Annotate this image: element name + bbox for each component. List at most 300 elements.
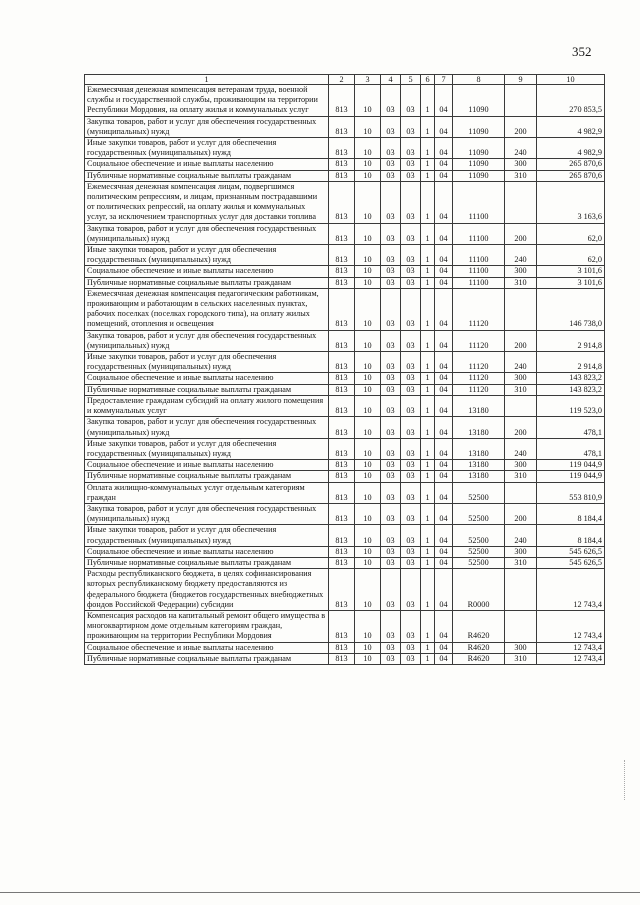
amount-cell: 545 626,5 [537, 557, 605, 568]
amount-cell: 62,0 [537, 223, 605, 244]
code-cell-c7: 04 [435, 482, 453, 503]
code-cell-c9 [505, 482, 537, 503]
code-cell-c8: 11100 [453, 266, 505, 277]
code-cell-c5: 03 [401, 277, 421, 288]
item-name-cell: Иные закупки товаров, работ и услуг для обеспечения государственных (муниципальных) нужд [85, 245, 329, 266]
table-row [85, 330, 605, 351]
code-cell-c3: 10 [355, 170, 381, 181]
code-cell-c6: 1 [421, 181, 435, 223]
code-cell-c6: 1 [421, 395, 435, 416]
code-cell-c4: 03 [381, 159, 401, 170]
code-cell-c4: 03 [381, 85, 401, 117]
code-cell-c6: 1 [421, 277, 435, 288]
code-cell-c4: 03 [381, 373, 401, 384]
code-cell-c6: 1 [421, 85, 435, 117]
amount-cell: 265 870,6 [537, 170, 605, 181]
amount-cell: 8 184,4 [537, 503, 605, 524]
amount-cell: 3 101,6 [537, 277, 605, 288]
code-cell-c2: 813 [329, 417, 355, 438]
code-cell-c9: 200 [505, 223, 537, 244]
code-cell-c2: 813 [329, 181, 355, 223]
code-cell-c9: 300 [505, 546, 537, 557]
code-cell-c6: 1 [421, 503, 435, 524]
code-cell-c4: 03 [381, 546, 401, 557]
code-cell-c7: 04 [435, 288, 453, 330]
code-cell-c9: 240 [505, 245, 537, 266]
code-cell-c2: 813 [329, 85, 355, 117]
item-name-cell: Ежемесячная денежная компенсация лицам, подвергшимся политическим репрессиям, и лицам, признанным пострадавшими от политических репрессий, на оплату жилья и коммунальных услуг, за исключением транспортных услуг для доставки топлива [85, 181, 329, 223]
code-cell-c6: 1 [421, 384, 435, 395]
item-name-cell: Компенсация расходов на капитальный ремонт общего имущества в многоквартирном доме отдельным категориям граждан, проживающим на территории Республики Мордовия [85, 610, 329, 642]
code-cell-c4: 03 [381, 653, 401, 664]
code-cell-c9: 240 [505, 352, 537, 373]
code-cell-c9 [505, 288, 537, 330]
code-cell-c3: 10 [355, 85, 381, 117]
code-cell-c6: 1 [421, 525, 435, 546]
code-cell-c3: 10 [355, 330, 381, 351]
code-cell-c3: 10 [355, 610, 381, 642]
code-cell-c4: 03 [381, 417, 401, 438]
code-cell-c8: 13180 [453, 438, 505, 459]
code-cell-c2: 813 [329, 384, 355, 395]
code-cell-c9: 300 [505, 159, 537, 170]
table-row [85, 610, 605, 642]
code-cell-c7: 04 [435, 546, 453, 557]
code-cell-c5: 03 [401, 438, 421, 459]
code-cell-c3: 10 [355, 223, 381, 244]
amount-cell: 119 523,0 [537, 395, 605, 416]
code-cell-c9: 240 [505, 525, 537, 546]
header-row [85, 75, 605, 85]
code-cell-c9: 200 [505, 330, 537, 351]
amount-cell: 143 823,2 [537, 373, 605, 384]
page-number: 352 [572, 44, 592, 59]
amount-cell: 545 626,5 [537, 546, 605, 557]
table-row [85, 557, 605, 568]
table-row [85, 170, 605, 181]
table-row [85, 460, 605, 471]
code-cell-c5: 03 [401, 525, 421, 546]
code-cell-c6: 1 [421, 170, 435, 181]
code-cell-c2: 813 [329, 245, 355, 266]
table-row [85, 288, 605, 330]
item-name-cell: Закупка товаров, работ и услуг для обеспечения государственных (муниципальных) нужд [85, 223, 329, 244]
amount-cell: 3 163,6 [537, 181, 605, 223]
table-row [85, 85, 605, 117]
header-cell: 4 [381, 75, 401, 85]
code-cell-c8: 52500 [453, 503, 505, 524]
code-cell-c2: 813 [329, 330, 355, 351]
item-name-cell: Закупка товаров, работ и услуг для обеспечения государственных (муниципальных) нужд [85, 417, 329, 438]
table-row [85, 395, 605, 416]
item-name-cell: Закупка товаров, работ и услуг для обеспечения государственных (муниципальных) нужд [85, 116, 329, 137]
code-cell-c7: 04 [435, 138, 453, 159]
code-cell-c8: 13180 [453, 417, 505, 438]
code-cell-c9: 310 [505, 277, 537, 288]
code-cell-c3: 10 [355, 159, 381, 170]
code-cell-c2: 813 [329, 277, 355, 288]
code-cell-c9 [505, 569, 537, 611]
code-cell-c2: 813 [329, 546, 355, 557]
code-cell-c4: 03 [381, 395, 401, 416]
code-cell-c5: 03 [401, 116, 421, 137]
table-row [85, 569, 605, 611]
item-name-cell: Ежемесячная денежная компенсация ветеранам труда, военной службы и государственной службы, проживающим на территории Республики Мордовия, на оплату жилья и коммунальных услуг [85, 85, 329, 117]
amount-cell: 2 914,8 [537, 330, 605, 351]
code-cell-c8: 52500 [453, 557, 505, 568]
amount-cell: 12 743,4 [537, 653, 605, 664]
code-cell-c4: 03 [381, 557, 401, 568]
code-cell-c5: 03 [401, 417, 421, 438]
code-cell-c5: 03 [401, 352, 421, 373]
code-cell-c7: 04 [435, 471, 453, 482]
code-cell-c7: 04 [435, 460, 453, 471]
code-cell-c3: 10 [355, 569, 381, 611]
code-cell-c5: 03 [401, 138, 421, 159]
code-cell-c4: 03 [381, 503, 401, 524]
code-cell-c6: 1 [421, 417, 435, 438]
code-cell-c8: 13180 [453, 471, 505, 482]
code-cell-c2: 813 [329, 482, 355, 503]
code-cell-c7: 04 [435, 438, 453, 459]
code-cell-c6: 1 [421, 373, 435, 384]
table-row [85, 482, 605, 503]
code-cell-c8: R0000 [453, 569, 505, 611]
code-cell-c8: 13180 [453, 395, 505, 416]
code-cell-c6: 1 [421, 557, 435, 568]
code-cell-c8: R4620 [453, 610, 505, 642]
code-cell-c8: 11100 [453, 223, 505, 244]
code-cell-c6: 1 [421, 352, 435, 373]
code-cell-c2: 813 [329, 288, 355, 330]
code-cell-c8: 13180 [453, 460, 505, 471]
code-cell-c2: 813 [329, 569, 355, 611]
code-cell-c5: 03 [401, 482, 421, 503]
table-row [85, 373, 605, 384]
code-cell-c4: 03 [381, 482, 401, 503]
code-cell-c9: 310 [505, 170, 537, 181]
code-cell-c8: 11090 [453, 159, 505, 170]
amount-cell: 119 044,9 [537, 471, 605, 482]
header-cell: 1 [85, 75, 329, 85]
amount-cell: 12 743,4 [537, 642, 605, 653]
code-cell-c8: 11100 [453, 245, 505, 266]
code-cell-c9: 200 [505, 417, 537, 438]
header-cell: 5 [401, 75, 421, 85]
amount-cell: 119 044,9 [537, 460, 605, 471]
table-row [85, 471, 605, 482]
amount-cell: 265 870,6 [537, 159, 605, 170]
header-cell: 2 [329, 75, 355, 85]
code-cell-c5: 03 [401, 546, 421, 557]
code-cell-c4: 03 [381, 460, 401, 471]
code-cell-c4: 03 [381, 330, 401, 351]
code-cell-c8: 11120 [453, 330, 505, 351]
code-cell-c2: 813 [329, 471, 355, 482]
amount-cell: 478,1 [537, 438, 605, 459]
amount-cell: 553 810,9 [537, 482, 605, 503]
code-cell-c5: 03 [401, 503, 421, 524]
item-name-cell: Социальное обеспечение и иные выплаты населению [85, 159, 329, 170]
item-name-cell: Публичные нормативные социальные выплаты гражданам [85, 557, 329, 568]
header-cell: 9 [505, 75, 537, 85]
code-cell-c7: 04 [435, 395, 453, 416]
code-cell-c3: 10 [355, 384, 381, 395]
code-cell-c7: 04 [435, 373, 453, 384]
code-cell-c4: 03 [381, 642, 401, 653]
code-cell-c9: 200 [505, 503, 537, 524]
code-cell-c6: 1 [421, 610, 435, 642]
code-cell-c9: 200 [505, 116, 537, 137]
code-cell-c6: 1 [421, 642, 435, 653]
code-cell-c2: 813 [329, 503, 355, 524]
code-cell-c4: 03 [381, 384, 401, 395]
code-cell-c5: 03 [401, 245, 421, 266]
code-cell-c8: 11100 [453, 181, 505, 223]
code-cell-c7: 04 [435, 159, 453, 170]
code-cell-c8: 11120 [453, 373, 505, 384]
code-cell-c5: 03 [401, 288, 421, 330]
code-cell-c5: 03 [401, 653, 421, 664]
code-cell-c3: 10 [355, 503, 381, 524]
code-cell-c3: 10 [355, 546, 381, 557]
code-cell-c4: 03 [381, 288, 401, 330]
code-cell-c9 [505, 395, 537, 416]
code-cell-c4: 03 [381, 277, 401, 288]
code-cell-c2: 813 [329, 352, 355, 373]
table-row [85, 245, 605, 266]
code-cell-c5: 03 [401, 170, 421, 181]
code-cell-c7: 04 [435, 503, 453, 524]
code-cell-c6: 1 [421, 138, 435, 159]
code-cell-c8: 52500 [453, 482, 505, 503]
amount-cell: 62,0 [537, 245, 605, 266]
item-name-cell: Социальное обеспечение и иные выплаты населению [85, 546, 329, 557]
code-cell-c4: 03 [381, 181, 401, 223]
code-cell-c2: 813 [329, 653, 355, 664]
item-name-cell: Ежемесячная денежная компенсация педагогическим работникам, проживающим и работающим в сельских населенных пунктах, рабочих поселках (поселках городского типа), на оплату жилых помещений, отопления и освещения [85, 288, 329, 330]
code-cell-c8: 11100 [453, 277, 505, 288]
code-cell-c9: 240 [505, 138, 537, 159]
code-cell-c4: 03 [381, 525, 401, 546]
code-cell-c5: 03 [401, 181, 421, 223]
amount-cell: 8 184,4 [537, 525, 605, 546]
code-cell-c5: 03 [401, 330, 421, 351]
item-name-cell: Публичные нормативные социальные выплаты гражданам [85, 384, 329, 395]
code-cell-c2: 813 [329, 610, 355, 642]
code-cell-c7: 04 [435, 653, 453, 664]
code-cell-c7: 04 [435, 223, 453, 244]
table-row [85, 503, 605, 524]
code-cell-c7: 04 [435, 417, 453, 438]
code-cell-c9: 300 [505, 642, 537, 653]
code-cell-c6: 1 [421, 471, 435, 482]
code-cell-c8: 11090 [453, 170, 505, 181]
amount-cell: 478,1 [537, 417, 605, 438]
code-cell-c6: 1 [421, 460, 435, 471]
code-cell-c6: 1 [421, 245, 435, 266]
code-cell-c7: 04 [435, 330, 453, 351]
code-cell-c2: 813 [329, 525, 355, 546]
code-cell-c9: 300 [505, 266, 537, 277]
code-cell-c2: 813 [329, 642, 355, 653]
item-name-cell: Расходы республиканского бюджета, в целях софинансирования которых республиканскому бюджету предоставляются из федерального бюджета (бюджетов государственных внебюджетных фондов Российской Федерации) субсидии [85, 569, 329, 611]
code-cell-c8: 11120 [453, 384, 505, 395]
code-cell-c2: 813 [329, 438, 355, 459]
code-cell-c2: 813 [329, 395, 355, 416]
item-name-cell: Публичные нормативные социальные выплаты гражданам [85, 170, 329, 181]
table-row [85, 438, 605, 459]
code-cell-c8: 11120 [453, 288, 505, 330]
code-cell-c9: 310 [505, 653, 537, 664]
code-cell-c9: 240 [505, 438, 537, 459]
item-name-cell: Социальное обеспечение и иные выплаты населению [85, 266, 329, 277]
code-cell-c6: 1 [421, 288, 435, 330]
code-cell-c6: 1 [421, 330, 435, 351]
code-cell-c5: 03 [401, 471, 421, 482]
code-cell-c5: 03 [401, 384, 421, 395]
code-cell-c7: 04 [435, 85, 453, 117]
item-name-cell: Иные закупки товаров, работ и услуг для обеспечения государственных (муниципальных) нужд [85, 352, 329, 373]
code-cell-c4: 03 [381, 266, 401, 277]
table-row [85, 525, 605, 546]
code-cell-c7: 04 [435, 277, 453, 288]
code-cell-c5: 03 [401, 557, 421, 568]
code-cell-c6: 1 [421, 116, 435, 137]
code-cell-c6: 1 [421, 159, 435, 170]
code-cell-c3: 10 [355, 181, 381, 223]
table-row [85, 138, 605, 159]
code-cell-c3: 10 [355, 373, 381, 384]
header-cell: 7 [435, 75, 453, 85]
code-cell-c2: 813 [329, 138, 355, 159]
code-cell-c7: 04 [435, 181, 453, 223]
code-cell-c5: 03 [401, 395, 421, 416]
code-cell-c9: 310 [505, 557, 537, 568]
code-cell-c7: 04 [435, 525, 453, 546]
code-cell-c2: 813 [329, 170, 355, 181]
budget-table [84, 74, 605, 665]
code-cell-c2: 813 [329, 266, 355, 277]
code-cell-c6: 1 [421, 653, 435, 664]
amount-cell: 270 853,5 [537, 85, 605, 117]
item-name-cell: Иные закупки товаров, работ и услуг для обеспечения государственных (муниципальных) нужд [85, 138, 329, 159]
amount-cell: 4 982,9 [537, 116, 605, 137]
code-cell-c3: 10 [355, 557, 381, 568]
amount-cell: 12 743,4 [537, 569, 605, 611]
code-cell-c7: 04 [435, 245, 453, 266]
code-cell-c3: 10 [355, 116, 381, 137]
code-cell-c5: 03 [401, 569, 421, 611]
code-cell-c3: 10 [355, 266, 381, 277]
table-row [85, 384, 605, 395]
code-cell-c2: 813 [329, 460, 355, 471]
code-cell-c5: 03 [401, 85, 421, 117]
code-cell-c7: 04 [435, 352, 453, 373]
item-name-cell: Социальное обеспечение и иные выплаты населению [85, 373, 329, 384]
item-name-cell: Публичные нормативные социальные выплаты гражданам [85, 277, 329, 288]
table-row [85, 181, 605, 223]
code-cell-c8: R4620 [453, 642, 505, 653]
header-cell: 3 [355, 75, 381, 85]
code-cell-c5: 03 [401, 642, 421, 653]
code-cell-c2: 813 [329, 557, 355, 568]
code-cell-c3: 10 [355, 438, 381, 459]
code-cell-c3: 10 [355, 245, 381, 266]
code-cell-c7: 04 [435, 116, 453, 137]
item-name-cell: Оплата жилищно-коммунальных услуг отдельным категориям граждан [85, 482, 329, 503]
amount-cell: 146 738,0 [537, 288, 605, 330]
table-body [85, 85, 605, 665]
code-cell-c3: 10 [355, 288, 381, 330]
table-row [85, 159, 605, 170]
code-cell-c5: 03 [401, 223, 421, 244]
code-cell-c3: 10 [355, 138, 381, 159]
item-name-cell: Социальное обеспечение и иные выплаты населению [85, 460, 329, 471]
code-cell-c8: 52500 [453, 525, 505, 546]
header-cell: 6 [421, 75, 435, 85]
table-row [85, 116, 605, 137]
code-cell-c3: 10 [355, 352, 381, 373]
amount-cell: 143 823,2 [537, 384, 605, 395]
code-cell-c6: 1 [421, 266, 435, 277]
bottom-rule [0, 892, 640, 893]
item-name-cell: Социальное обеспечение и иные выплаты населению [85, 642, 329, 653]
code-cell-c4: 03 [381, 471, 401, 482]
code-cell-c6: 1 [421, 438, 435, 459]
code-cell-c4: 03 [381, 116, 401, 137]
header-cell: 8 [453, 75, 505, 85]
code-cell-c3: 10 [355, 395, 381, 416]
table-row [85, 653, 605, 664]
code-cell-c3: 10 [355, 653, 381, 664]
code-cell-c9: 310 [505, 384, 537, 395]
item-name-cell: Публичные нормативные социальные выплаты гражданам [85, 653, 329, 664]
code-cell-c3: 10 [355, 277, 381, 288]
code-cell-c6: 1 [421, 569, 435, 611]
code-cell-c3: 10 [355, 460, 381, 471]
code-cell-c5: 03 [401, 373, 421, 384]
code-cell-c7: 04 [435, 384, 453, 395]
code-cell-c3: 10 [355, 482, 381, 503]
code-cell-c2: 813 [329, 159, 355, 170]
table-row [85, 546, 605, 557]
code-cell-c5: 03 [401, 159, 421, 170]
code-cell-c5: 03 [401, 460, 421, 471]
code-cell-c7: 04 [435, 266, 453, 277]
code-cell-c7: 04 [435, 642, 453, 653]
amount-cell: 4 982,9 [537, 138, 605, 159]
code-cell-c9 [505, 85, 537, 117]
code-cell-c8: 11090 [453, 116, 505, 137]
code-cell-c9 [505, 610, 537, 642]
item-name-cell: Предоставление гражданам субсидий на оплату жилого помещения и коммунальных услуг [85, 395, 329, 416]
table-row [85, 417, 605, 438]
code-cell-c2: 813 [329, 116, 355, 137]
margin-marks [624, 760, 626, 800]
code-cell-c9: 300 [505, 460, 537, 471]
code-cell-c2: 813 [329, 373, 355, 384]
code-cell-c7: 04 [435, 557, 453, 568]
code-cell-c5: 03 [401, 266, 421, 277]
code-cell-c4: 03 [381, 138, 401, 159]
code-cell-c5: 03 [401, 610, 421, 642]
code-cell-c8: 11090 [453, 138, 505, 159]
code-cell-c6: 1 [421, 482, 435, 503]
code-cell-c6: 1 [421, 546, 435, 557]
item-name-cell: Публичные нормативные социальные выплаты гражданам [85, 471, 329, 482]
code-cell-c4: 03 [381, 245, 401, 266]
